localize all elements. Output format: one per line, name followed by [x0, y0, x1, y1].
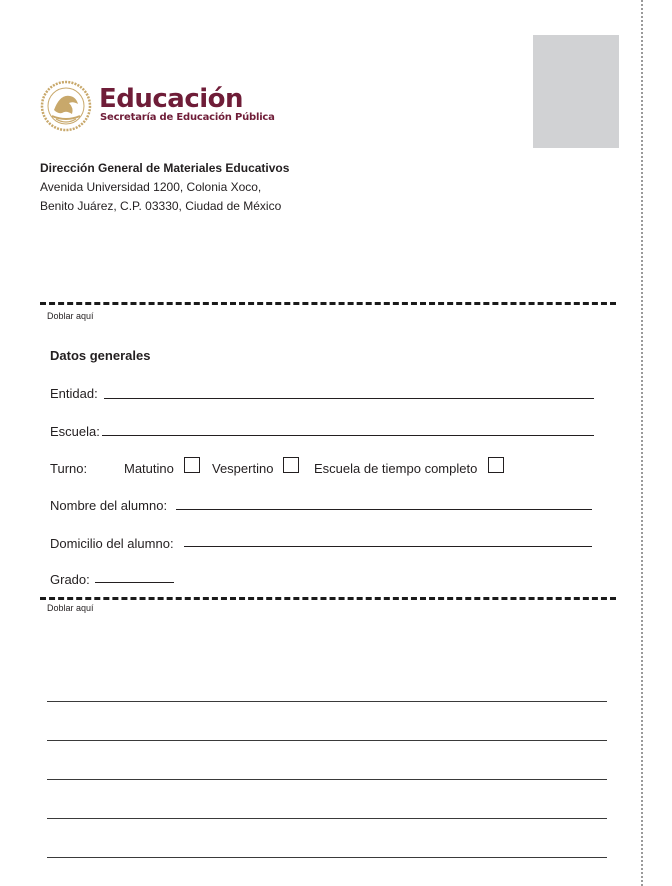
writing-line[interactable]: [47, 701, 607, 702]
section-title: Datos generales: [50, 348, 151, 363]
sep-seal-icon: [40, 80, 92, 132]
fold-label-top: Doblar aquí: [47, 311, 94, 321]
domicilio-field[interactable]: [184, 546, 592, 547]
tiempo-completo-checkbox[interactable]: [488, 457, 504, 473]
brand-title: Educación: [99, 84, 244, 114]
turno-option-tiempo-completo: Escuela de tiempo completo: [314, 461, 478, 476]
entidad-label: Entidad:: [50, 386, 98, 401]
brand-subtitle: Secretaría de Educación Pública: [100, 112, 275, 123]
address-line-3: Benito Juárez, C.P. 03330, Ciudad de México: [40, 199, 282, 213]
fold-dashed-line-bottom: [40, 597, 616, 600]
photo-placeholder: [533, 35, 619, 148]
nombre-label: Nombre del alumno:: [50, 498, 168, 513]
writing-line[interactable]: [47, 818, 607, 819]
grado-label: Grado:: [50, 572, 90, 587]
fold-dashed-line-top: [40, 302, 616, 305]
perforation-line: [641, 0, 643, 886]
entidad-field[interactable]: [104, 398, 594, 399]
address-line-2: Avenida Universidad 1200, Colonia Xoco,: [40, 180, 262, 194]
vespertino-checkbox[interactable]: [283, 457, 299, 473]
escuela-field[interactable]: [102, 435, 594, 436]
turno-label: Turno:: [50, 461, 88, 476]
writing-line[interactable]: [47, 857, 607, 858]
matutino-checkbox[interactable]: [184, 457, 200, 473]
domicilio-label: Domicilio del alumno:: [50, 536, 174, 551]
writing-line[interactable]: [47, 740, 607, 741]
escuela-label: Escuela:: [50, 424, 100, 439]
nombre-field[interactable]: [176, 509, 592, 510]
turno-option-matutino: Matutino: [124, 461, 174, 476]
turno-option-vespertino: Vespertino: [212, 461, 274, 476]
grado-field[interactable]: [95, 582, 174, 583]
fold-label-bottom: Doblar aquí: [47, 603, 94, 613]
writing-line[interactable]: [47, 779, 607, 780]
address-line-1: Dirección General de Materiales Educativos: [40, 161, 290, 175]
